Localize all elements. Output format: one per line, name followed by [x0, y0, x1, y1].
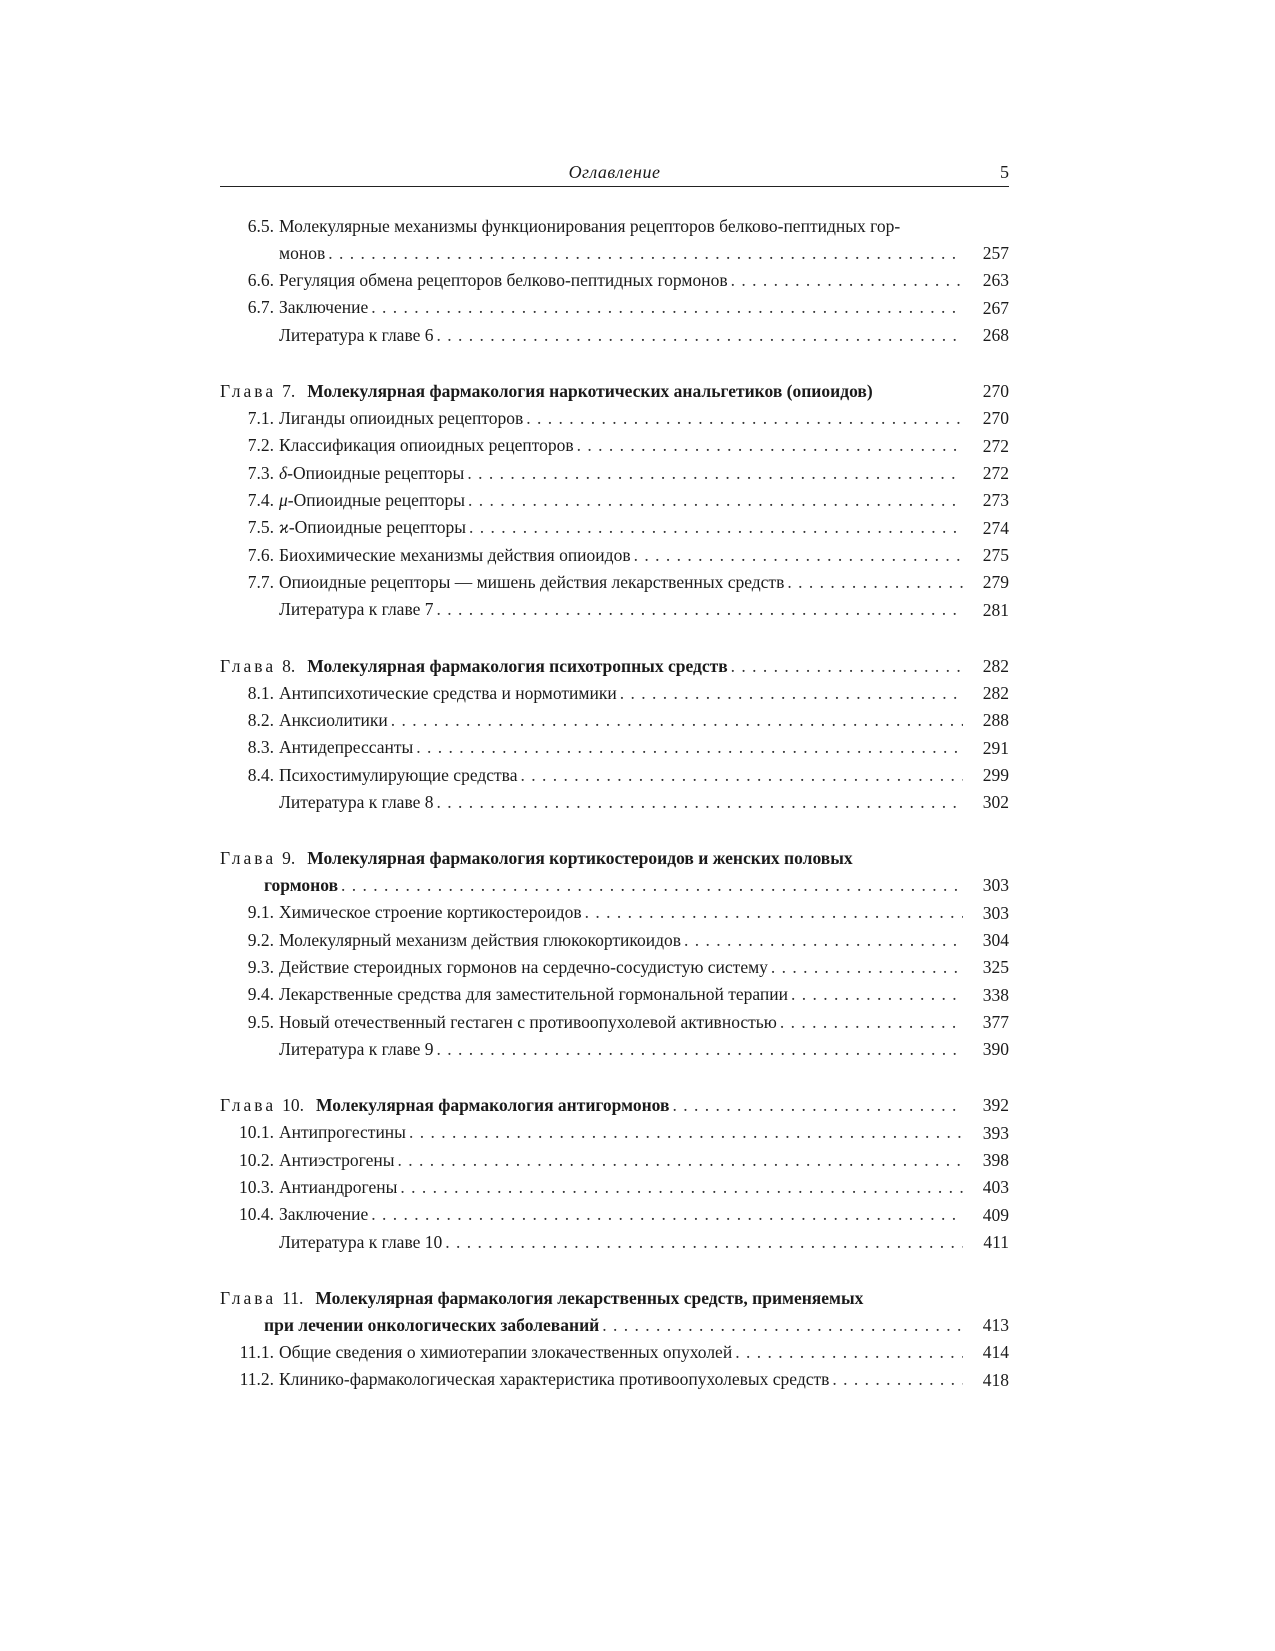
toc-entry-9-4[interactable] — [220, 981, 1009, 1008]
section-title: Лекарственные средства для заместительной гормональной терапии — [279, 984, 789, 1005]
toc-entry-6-7[interactable] — [220, 294, 1009, 321]
section-number: 9.2. — [247, 929, 274, 950]
header-title: Оглавление — [568, 162, 661, 182]
toc-entry-9-3[interactable] — [220, 954, 1009, 981]
page-number: 279 — [982, 572, 1009, 593]
page-number: 274 — [982, 517, 1009, 538]
running-header — [220, 162, 1009, 187]
dot-leader — [526, 405, 963, 432]
dot-leader — [602, 1312, 963, 1339]
dot-leader — [787, 569, 963, 596]
dot-leader — [620, 680, 963, 707]
section-title: Анксиолитики — [279, 710, 388, 731]
page-number: 291 — [982, 737, 1009, 758]
page-number: 288 — [982, 710, 1009, 731]
dot-leader — [577, 432, 963, 459]
toc-entry-8-2[interactable] — [220, 707, 1009, 734]
toc-entry-literature-8[interactable] — [220, 789, 1009, 816]
chapter-number: 7. — [282, 380, 296, 401]
header-page-number: 5 — [1000, 162, 1009, 182]
section-title: Литература к главе 9 — [279, 1038, 434, 1059]
page-number: 398 — [982, 1150, 1009, 1171]
section-number: 8.4. — [247, 764, 274, 785]
section-number: 9.4. — [247, 984, 274, 1005]
dot-leader — [437, 322, 964, 349]
page-number: 273 — [982, 490, 1009, 511]
page-number: 390 — [982, 1039, 1009, 1060]
toc-chapter-9[interactable] — [220, 845, 1009, 899]
page-number: 403 — [982, 1177, 1009, 1198]
chapter-label: Глава — [220, 380, 277, 401]
page-number: 267 — [982, 297, 1009, 318]
section-title: Биохимические механизмы действия опиоидов — [279, 544, 631, 565]
page-number: 392 — [982, 1095, 1009, 1116]
dot-leader — [731, 653, 963, 680]
toc-entry-literature-10[interactable] — [220, 1229, 1009, 1256]
dot-leader — [467, 460, 963, 487]
section-number: 7.7. — [247, 571, 274, 592]
chapter-title-line1: Молекулярная фармакология кортикостероидов и женских половых — [307, 848, 853, 869]
section-title-line2: монов — [279, 243, 326, 263]
section-title: Опиоидные рецепторы — мишень действия лекарственных средств — [279, 571, 785, 592]
page-number: 272 — [982, 463, 1009, 484]
section-title: Молекулярный механизм действия глюкокортикоидов — [279, 929, 682, 950]
section-title: -Опиоидные рецепторы — [287, 462, 465, 483]
page-number: 303 — [982, 875, 1009, 896]
toc-entry-8-1[interactable] — [220, 680, 1009, 707]
dot-leader — [634, 542, 963, 569]
toc-entry-7-2[interactable] — [220, 432, 1009, 459]
page-number: 270 — [982, 408, 1009, 429]
page-number: 275 — [982, 544, 1009, 565]
section-number: 8.1. — [247, 682, 274, 703]
dot-leader — [445, 1229, 963, 1256]
toc-entry-7-5[interactable] — [220, 514, 1009, 541]
section-number: 7.4. — [247, 490, 274, 511]
toc-chapter-10[interactable] — [220, 1092, 1009, 1119]
chapter-title-line2: при лечении онкологических заболеваний — [264, 1314, 600, 1335]
toc-entry-10-4[interactable] — [220, 1201, 1009, 1228]
section-title: Новый отечественный гестаген с противоопухолевой активностью — [279, 1011, 777, 1032]
page-number: 257 — [982, 243, 1009, 263]
section-title: Общие сведения о химиотерапии злокачественных опухолей — [279, 1341, 733, 1362]
page-number: 263 — [982, 270, 1009, 291]
page-number: 377 — [982, 1011, 1009, 1032]
toc-entry-9-2[interactable] — [220, 927, 1009, 954]
dot-leader — [437, 1036, 964, 1063]
section-title: Классификация опиоидных рецепторов — [279, 435, 574, 456]
toc-entry-9-5[interactable] — [220, 1009, 1009, 1036]
section-title: Психостимулирующие средства — [279, 764, 518, 785]
toc-entry-9-1[interactable] — [220, 899, 1009, 926]
toc-entry-7-1[interactable] — [220, 405, 1009, 432]
section-title: Клинико-фармакологическая характеристика противоопухолевых средств — [279, 1369, 830, 1390]
toc-entry-literature-7[interactable] — [220, 596, 1009, 623]
section-number: 10.1. — [239, 1122, 274, 1143]
page-number: 411 — [983, 1231, 1009, 1252]
section-number: 8.2. — [247, 710, 274, 731]
dot-leader — [684, 927, 963, 954]
toc-entry-10-2[interactable] — [220, 1147, 1009, 1174]
section-title: Химическое строение кортикостероидов — [279, 902, 582, 923]
dot-leader — [371, 1201, 963, 1228]
page-number: 393 — [982, 1122, 1009, 1143]
dot-leader — [791, 981, 963, 1008]
dot-leader — [585, 899, 963, 926]
dot-leader — [832, 1366, 963, 1393]
page-number: 281 — [982, 599, 1009, 620]
chapter-label: Глава — [220, 655, 277, 676]
section-number: 9.1. — [247, 902, 274, 923]
dot-leader — [771, 954, 963, 981]
toc-entry-7-3[interactable] — [220, 460, 1009, 487]
toc-entry-7-6[interactable] — [220, 542, 1009, 569]
chapter-title: Молекулярная фармакология психотропных средств — [307, 655, 728, 676]
dot-leader — [437, 596, 964, 623]
chapter-title: Молекулярная фармакология наркотических анальгетиков (опиоидов) — [307, 380, 873, 401]
chapter-title-line2: гормонов — [264, 875, 339, 896]
greek-letter: ϰ — [279, 517, 289, 538]
section-title: Лиганды опиоидных рецепторов — [279, 408, 524, 429]
chapter-title: Молекулярная фармакология антигормонов — [315, 1095, 670, 1116]
page-number: 304 — [982, 929, 1009, 950]
table-of-contents — [220, 213, 1009, 1394]
greek-letter: δ — [279, 462, 288, 483]
section-title: Литература к главе 10 — [279, 1231, 443, 1252]
dot-leader — [398, 1147, 964, 1174]
section-title: Действие стероидных гормонов на сердечно-сосудистую систему — [279, 956, 768, 977]
chapter-number: 9. — [282, 848, 296, 869]
section-number: 10.3. — [239, 1177, 274, 1198]
section-number: 9.5. — [247, 1011, 274, 1032]
toc-entry-literature-6[interactable] — [220, 322, 1009, 349]
section-title: Антиандрогены — [279, 1177, 398, 1198]
section-number: 6.6. — [247, 270, 274, 290]
page-number: 272 — [982, 435, 1009, 456]
section-title: Регуляция обмена рецепторов белково-пептидных гормонов — [279, 270, 728, 290]
toc-entry-6-6[interactable] — [220, 267, 1009, 294]
dot-leader — [780, 1009, 963, 1036]
dot-leader — [520, 762, 963, 789]
toc-entry-11-2[interactable] — [220, 1366, 1009, 1393]
toc-chapter-7[interactable] — [220, 378, 1009, 405]
section-title: Антипрогестины — [279, 1122, 406, 1143]
page-number: 282 — [982, 655, 1009, 676]
section-title: Литература к главе 8 — [279, 792, 434, 813]
section-title-line1: Молекулярные механизмы функционирования рецепторов белково-пептидных гор- — [279, 216, 901, 236]
dot-leader — [731, 267, 963, 294]
chapter-title-line1: Молекулярная фармакология лекарственных средств, применяемых — [315, 1287, 864, 1308]
page-number: 302 — [982, 792, 1009, 813]
page-number: 299 — [982, 765, 1009, 786]
toc-entry-7-7[interactable] — [220, 569, 1009, 596]
dot-leader — [672, 1092, 963, 1119]
page-number: 270 — [982, 381, 1009, 402]
toc-entry-7-4[interactable] — [220, 487, 1009, 514]
section-number: 8.3. — [247, 737, 274, 758]
toc-entry-10-3[interactable] — [220, 1174, 1009, 1201]
section-number: 7.2. — [247, 435, 274, 456]
section-number: 7.3. — [247, 462, 274, 483]
chapter-label: Глава — [220, 1287, 277, 1308]
section-number: 6.5. — [247, 216, 274, 236]
toc-entry-11-1[interactable] — [220, 1339, 1009, 1366]
dot-leader — [735, 1339, 963, 1366]
dot-leader — [416, 734, 963, 761]
section-number: 9.3. — [247, 956, 274, 977]
page-number: 325 — [982, 957, 1009, 978]
section-title: Заключение — [279, 1204, 369, 1225]
page-number: 418 — [982, 1369, 1009, 1390]
toc-chapter-11[interactable] — [220, 1285, 1009, 1339]
dot-leader — [328, 240, 963, 267]
dot-leader — [409, 1119, 963, 1146]
section-title: Заключение — [279, 297, 369, 318]
chapter-label: Глава — [220, 848, 277, 869]
section-number: 7.1. — [247, 408, 274, 429]
page-number: 268 — [982, 324, 1009, 345]
dot-leader — [469, 514, 963, 541]
dot-leader — [468, 487, 963, 514]
page-number: 303 — [982, 902, 1009, 923]
section-number: 11.2. — [239, 1369, 274, 1390]
section-number: 10.2. — [239, 1149, 274, 1170]
chapter-label: Глава — [220, 1095, 277, 1116]
section-title: Литература к главе 7 — [279, 599, 434, 620]
page-number: 414 — [982, 1342, 1009, 1363]
dot-leader — [437, 789, 964, 816]
section-number: 10.4. — [239, 1204, 274, 1225]
section-number: 11.1. — [239, 1341, 274, 1362]
toc-entry-10-1[interactable] — [220, 1119, 1009, 1146]
toc-entry-8-4[interactable] — [220, 762, 1009, 789]
section-title: -Опиоидные рецепторы — [287, 490, 465, 511]
dot-leader — [341, 872, 963, 899]
section-title: Антидепрессанты — [279, 737, 414, 758]
toc-chapter-8[interactable] — [220, 653, 1009, 680]
page-number: 282 — [982, 683, 1009, 704]
chapter-number: 8. — [282, 655, 296, 676]
section-number: 7.6. — [247, 544, 274, 565]
toc-entry-8-3[interactable] — [220, 734, 1009, 761]
chapter-number: 11. — [282, 1287, 304, 1308]
dot-leader — [371, 294, 963, 321]
section-title: Антипсихотические средства и нормотимики — [279, 682, 617, 703]
section-number: 6.7. — [247, 297, 274, 318]
section-number: 7.5. — [247, 517, 274, 538]
toc-entry-6-5[interactable] — [220, 213, 1009, 267]
page-number: 409 — [982, 1204, 1009, 1225]
greek-letter: μ — [279, 490, 288, 511]
section-title: -Опиоидные рецепторы — [288, 517, 467, 538]
toc-entry-literature-9[interactable] — [220, 1036, 1009, 1063]
section-title: Литература к главе 6 — [279, 324, 434, 345]
page-number: 338 — [982, 984, 1009, 1005]
page-number: 413 — [982, 1314, 1009, 1335]
dot-leader — [400, 1174, 963, 1201]
dot-leader — [391, 707, 963, 734]
chapter-number: 10. — [282, 1095, 304, 1116]
section-title: Антиэстрогены — [279, 1149, 395, 1170]
